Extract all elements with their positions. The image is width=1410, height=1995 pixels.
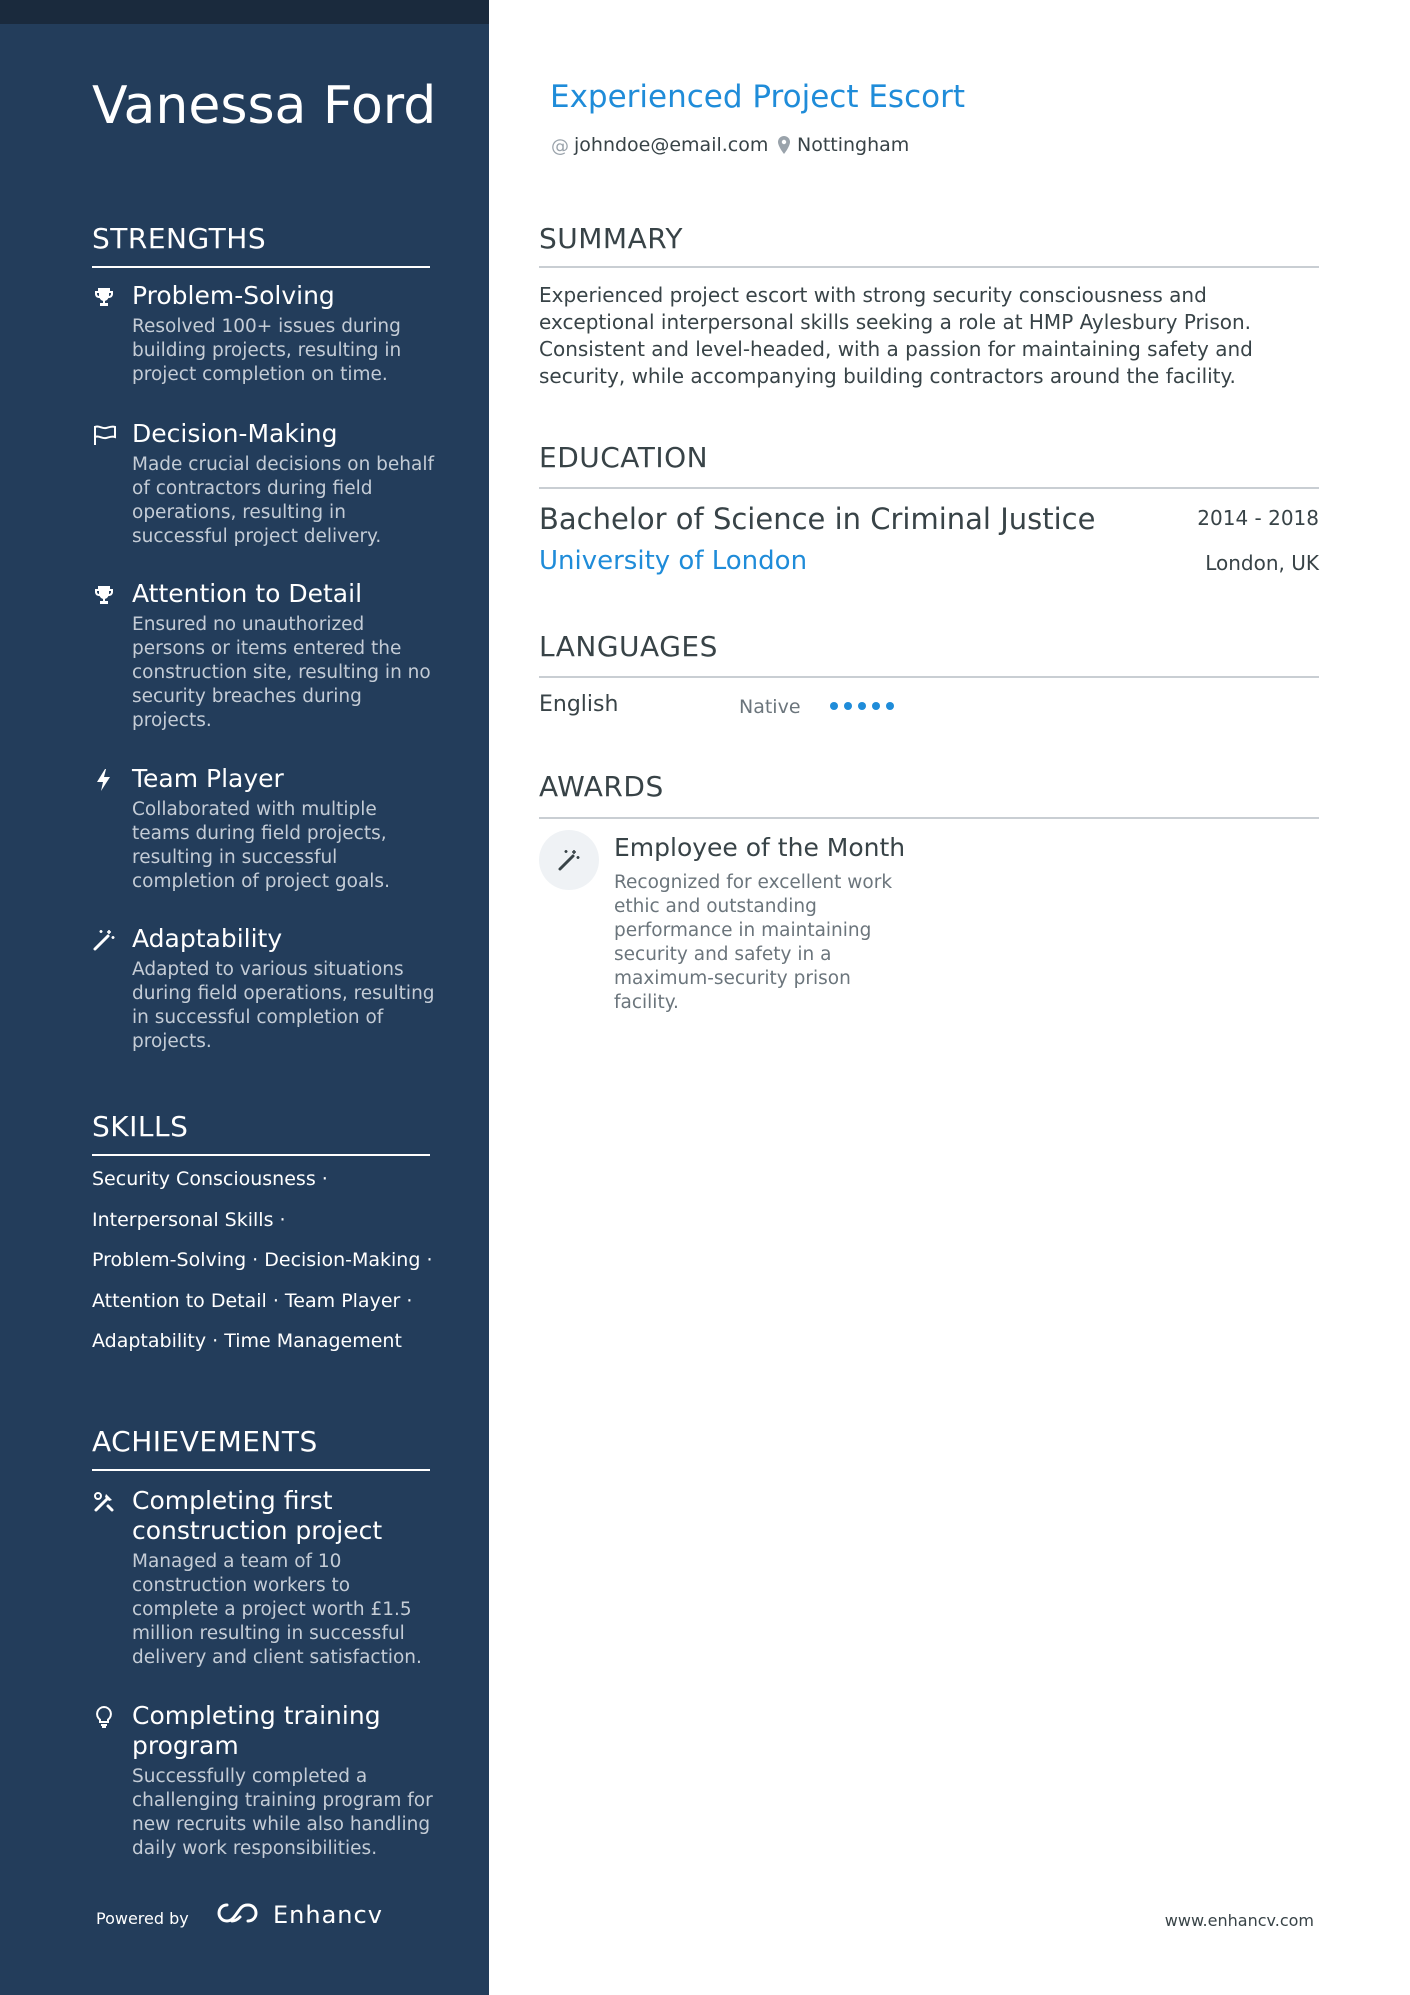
achievement-title: Completing training program (132, 1701, 381, 1760)
school: University of London (539, 546, 808, 576)
tools-icon (92, 1490, 116, 1514)
strength-item (92, 579, 437, 733)
skills-list (92, 1168, 432, 1371)
candidate-name: Vanessa Ford (92, 76, 437, 136)
lightbulb-icon (92, 1705, 116, 1729)
award-title: Employee of the Month (614, 833, 906, 862)
award-icon-circle (539, 830, 599, 890)
strength-title: Decision-Making (132, 419, 338, 448)
achievement-title: Completing first construction project (132, 1486, 383, 1545)
skill-line: Problem-Solving · Decision-Making · (92, 1249, 433, 1271)
education-divider (539, 487, 1319, 489)
languages-divider (539, 676, 1319, 678)
proficiency-dot (858, 702, 866, 710)
achievement-item (92, 1486, 437, 1670)
summary-divider (539, 266, 1319, 268)
strength-title: Problem-Solving (132, 281, 335, 310)
strength-description: Collaborated with multiple teams during field projects, resulting in successful completion of project goals. (132, 799, 390, 892)
proficiency-dot (872, 702, 880, 710)
location-pin-icon (777, 135, 791, 160)
lightning-icon (92, 768, 116, 792)
location: Nottingham (797, 134, 910, 156)
education-dates: 2014 - 2018 (1197, 506, 1319, 530)
awards-divider (539, 817, 1319, 819)
magic-wand-icon (92, 928, 116, 952)
skill-line: Adaptability · Time Management (92, 1330, 402, 1352)
achievement-description: Successfully completed a challenging training program for new recruits while also handling daily work responsibilities. (132, 1766, 433, 1859)
achievements-heading: ACHIEVEMENTS (92, 1425, 318, 1458)
strengths-divider (92, 266, 430, 268)
job-title: Experienced Project Escort (550, 79, 965, 115)
powered-by-label: Powered by (96, 1909, 189, 1928)
awards-heading: AWARDS (539, 770, 664, 803)
strength-title: Attention to Detail (132, 579, 363, 608)
trophy-icon (92, 285, 116, 309)
skills-heading: SKILLS (92, 1110, 189, 1143)
skills-divider (92, 1154, 430, 1156)
skill-line: Security Consciousness · (92, 1168, 328, 1190)
flag-icon (92, 423, 116, 447)
achievements-divider (92, 1469, 430, 1471)
language-name: English (539, 692, 619, 717)
strength-item (92, 419, 437, 549)
strength-item (92, 924, 437, 1054)
proficiency-dot (886, 702, 894, 710)
achievement-description: Managed a team of 10 construction workers to complete a project worth £1.5 million resulting in successful delivery and client satisfaction. (132, 1551, 422, 1668)
sidebar-top-strip (0, 0, 489, 24)
strength-description: Resolved 100+ issues during building projects, resulting in project completion on time. (132, 316, 402, 385)
languages-heading: LANGUAGES (539, 630, 718, 663)
trophy-icon (92, 583, 116, 607)
language-level: Native (739, 696, 801, 718)
strength-title: Adaptability (132, 924, 283, 953)
strength-description: Adapted to various situations during field operations, resulting in successful completion of projects. (132, 959, 435, 1052)
strength-description: Ensured no unauthorized persons or items entered the construction site, resulting in no security breaches during projects. (132, 614, 431, 731)
language-proficiency-dots (830, 702, 900, 721)
education-heading: EDUCATION (539, 441, 709, 474)
proficiency-dot (830, 702, 838, 710)
email[interactable]: johndoe@email.com (574, 134, 769, 156)
award-description: Recognized for excellent work ethic and outstanding performance in maintaining security and safety in a maximum-security prison facility. (614, 872, 893, 1013)
summary-text: Experienced project escort with strong security consciousness and exceptional interpersonal skills seeking a role at HMP Aylesbury Prison. Consistent and level-headed, with a passion for maintaining safety and security, while accompanying building contractors around the facility. (539, 283, 1253, 388)
strength-title: Team Player (132, 764, 284, 793)
education-location: London, UK (1205, 551, 1319, 575)
at-icon: @ (551, 136, 569, 157)
summary-heading: SUMMARY (539, 222, 684, 255)
degree: Bachelor of Science in Criminal Justice (539, 502, 1096, 536)
achievement-item (92, 1701, 437, 1861)
skill-line: Interpersonal Skills · (92, 1208, 286, 1231)
magic-wand-icon (557, 848, 581, 876)
website-link[interactable]: www.enhancv.com (1164, 1911, 1314, 1930)
skill-line: Attention to Detail · Team Player · (92, 1289, 413, 1312)
enhancv-brand: Enhancv (273, 1901, 383, 1929)
strength-description: Made crucial decisions on behalf of contractors during field operations, resulting in successful project delivery. (132, 454, 435, 547)
strength-item (92, 281, 437, 387)
enhancv-logo-icon (215, 1900, 265, 1930)
strength-item (92, 764, 437, 894)
strengths-heading: STRENGTHS (92, 222, 267, 255)
proficiency-dot (844, 702, 852, 710)
